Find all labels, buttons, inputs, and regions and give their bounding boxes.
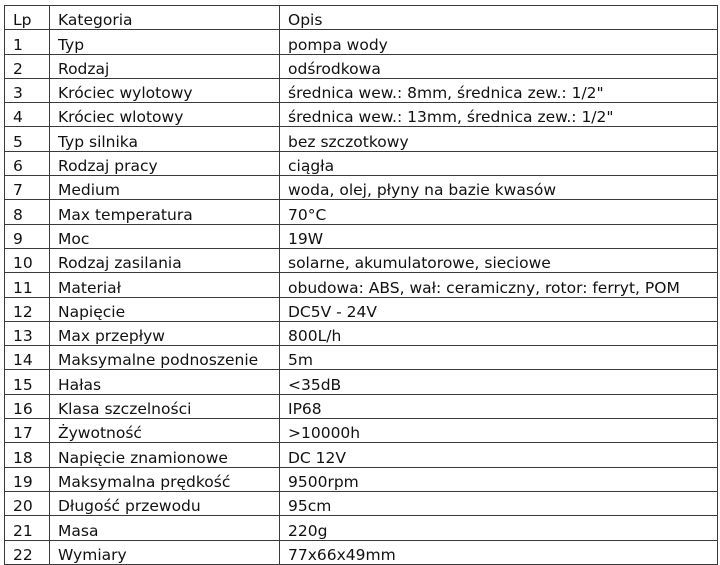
header-category: Kategoria bbox=[50, 6, 280, 30]
table-body bbox=[5, 30, 718, 565]
row-category: Maksymalne podnoszenie bbox=[50, 346, 280, 370]
row-category: Rodzaj zasilania bbox=[50, 248, 280, 272]
row-description: >10000h bbox=[280, 419, 718, 443]
row-category: Klasa szczelności bbox=[50, 394, 280, 418]
table-row bbox=[5, 78, 718, 102]
row-description: 5m bbox=[280, 346, 718, 370]
row-number: 5 bbox=[5, 127, 50, 151]
table-row bbox=[5, 273, 718, 297]
table-row bbox=[5, 419, 718, 443]
row-description: solarne, akumulatorowe, sieciowe bbox=[280, 248, 718, 272]
row-category: Max temperatura bbox=[50, 200, 280, 224]
row-description: <35dB bbox=[280, 370, 718, 394]
row-number: 10 bbox=[5, 248, 50, 272]
table-row bbox=[5, 516, 718, 540]
row-number: 20 bbox=[5, 491, 50, 515]
row-number: 19 bbox=[5, 467, 50, 491]
row-category: Napięcie bbox=[50, 297, 280, 321]
row-description: średnica wew.: 13mm, średnica zew.: 1/2" bbox=[280, 103, 718, 127]
row-category: Długość przewodu bbox=[50, 491, 280, 515]
row-number: 7 bbox=[5, 176, 50, 200]
row-number: 13 bbox=[5, 321, 50, 345]
table-row bbox=[5, 54, 718, 78]
row-category: Maksymalna prędkość bbox=[50, 467, 280, 491]
row-category: Moc bbox=[50, 224, 280, 248]
header-lp: Lp bbox=[5, 6, 50, 30]
row-category: Masa bbox=[50, 516, 280, 540]
row-number: 6 bbox=[5, 151, 50, 175]
row-description: średnica wew.: 8mm, średnica zew.: 1/2" bbox=[280, 78, 718, 102]
table-row bbox=[5, 467, 718, 491]
row-description: odśrodkowa bbox=[280, 54, 718, 78]
row-description: IP68 bbox=[280, 394, 718, 418]
table-row bbox=[5, 151, 718, 175]
table-row bbox=[5, 224, 718, 248]
table-row bbox=[5, 321, 718, 345]
row-category: Hałas bbox=[50, 370, 280, 394]
table-row bbox=[5, 346, 718, 370]
row-description: 77x66x49mm bbox=[280, 540, 718, 564]
row-category: Max przepływ bbox=[50, 321, 280, 345]
row-number: 17 bbox=[5, 419, 50, 443]
row-category: Rodzaj bbox=[50, 54, 280, 78]
row-number: 21 bbox=[5, 516, 50, 540]
row-description: bez szczotkowy bbox=[280, 127, 718, 151]
table-row bbox=[5, 370, 718, 394]
row-number: 22 bbox=[5, 540, 50, 564]
table-row bbox=[5, 127, 718, 151]
row-category: Króciec wlotowy bbox=[50, 103, 280, 127]
table-row bbox=[5, 200, 718, 224]
row-description: 9500rpm bbox=[280, 467, 718, 491]
row-category: Króciec wylotowy bbox=[50, 78, 280, 102]
table-row bbox=[5, 176, 718, 200]
row-number: 16 bbox=[5, 394, 50, 418]
table-row bbox=[5, 248, 718, 272]
row-description: DC5V - 24V bbox=[280, 297, 718, 321]
row-number: 4 bbox=[5, 103, 50, 127]
row-description: pompa wody bbox=[280, 30, 718, 54]
table-row bbox=[5, 103, 718, 127]
row-number: 15 bbox=[5, 370, 50, 394]
row-category: Napięcie znamionowe bbox=[50, 443, 280, 467]
row-number: 8 bbox=[5, 200, 50, 224]
row-description: 19W bbox=[280, 224, 718, 248]
header-description: Opis bbox=[280, 6, 718, 30]
row-description: obudowa: ABS, wał: ceramiczny, rotor: ferryt, POM bbox=[280, 273, 718, 297]
table-row bbox=[5, 443, 718, 467]
row-number: 18 bbox=[5, 443, 50, 467]
table-row bbox=[5, 394, 718, 418]
row-description: 220g bbox=[280, 516, 718, 540]
row-description: 70°C bbox=[280, 200, 718, 224]
row-description: DC 12V bbox=[280, 443, 718, 467]
row-category: Wymiary bbox=[50, 540, 280, 564]
row-category: Typ bbox=[50, 30, 280, 54]
row-category: Typ silnika bbox=[50, 127, 280, 151]
row-number: 2 bbox=[5, 54, 50, 78]
table-row bbox=[5, 491, 718, 515]
table-row bbox=[5, 30, 718, 54]
row-category: Medium bbox=[50, 176, 280, 200]
row-category: Rodzaj pracy bbox=[50, 151, 280, 175]
row-number: 9 bbox=[5, 224, 50, 248]
row-number: 14 bbox=[5, 346, 50, 370]
row-number: 1 bbox=[5, 30, 50, 54]
table-row bbox=[5, 297, 718, 321]
row-category: Żywotność bbox=[50, 419, 280, 443]
row-number: 11 bbox=[5, 273, 50, 297]
row-description: 800L/h bbox=[280, 321, 718, 345]
row-category: Materiał bbox=[50, 273, 280, 297]
specification-table bbox=[4, 5, 718, 565]
table-row bbox=[5, 540, 718, 564]
row-description: ciągła bbox=[280, 151, 718, 175]
row-number: 12 bbox=[5, 297, 50, 321]
row-description: 95cm bbox=[280, 491, 718, 515]
row-description: woda, olej, płyny na bazie kwasów bbox=[280, 176, 718, 200]
table-header-row bbox=[5, 6, 718, 30]
row-number: 3 bbox=[5, 78, 50, 102]
